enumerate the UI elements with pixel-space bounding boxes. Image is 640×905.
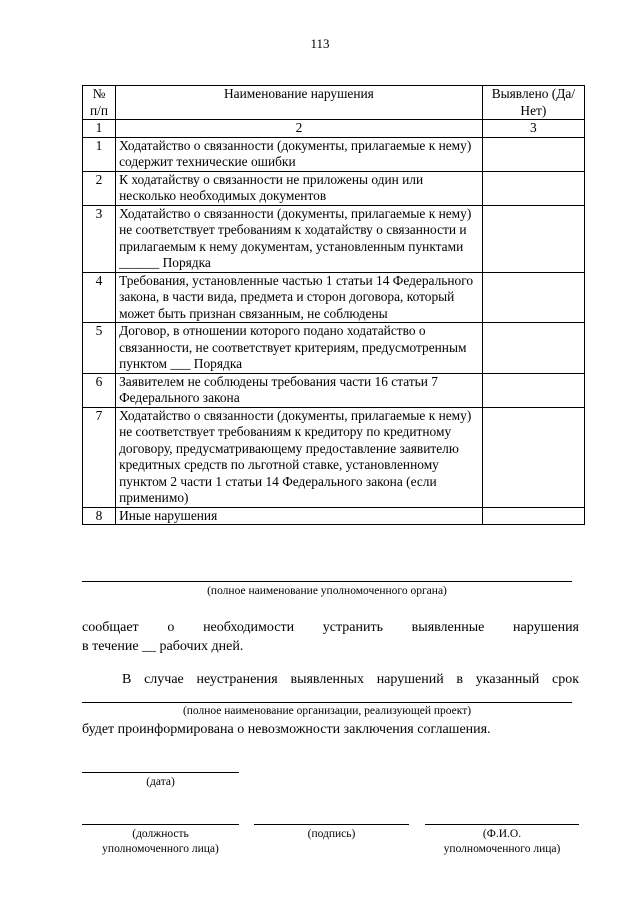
conclusion-text: будет проинформирована о невозможности заключения соглашения.	[82, 722, 491, 737]
table-row	[83, 272, 585, 323]
found-cell[interactable]	[482, 171, 584, 205]
table-row	[83, 323, 585, 374]
header-num: № п/п	[83, 86, 116, 120]
name-caption	[420, 827, 584, 857]
signature-line[interactable]	[254, 824, 409, 825]
authority-name-line[interactable]	[82, 581, 572, 582]
name-caption-line-1: (Ф.И.О.	[482, 828, 522, 840]
position-caption-line-2: уполномоченного лица)	[102, 843, 219, 855]
organization-name-line[interactable]	[82, 702, 572, 703]
violation-text: Ходатайство о связанности (документы, прилагаемые к нему) содержит технические ошибки	[116, 137, 483, 171]
name-caption-line-2: уполномоченного лица)	[443, 843, 561, 855]
violation-text: Требования, установленные частью 1 статьи 14 Федерального закона, в части вида, предмета и сторон договора, который может быть признан связанным, не соблюдены	[116, 272, 483, 323]
row-number: 5	[83, 323, 116, 374]
column-number: 2	[116, 120, 483, 138]
violation-text: К ходатайству о связанности не приложены один или несколько необходимых документов	[116, 171, 483, 205]
table-header-row	[83, 86, 585, 120]
table-row	[83, 171, 585, 205]
row-number: 3	[83, 205, 116, 272]
row-number: 7	[83, 407, 116, 507]
signature-caption: (подпись)	[307, 828, 356, 840]
found-cell[interactable]	[482, 373, 584, 407]
table-row	[83, 137, 585, 171]
found-cell[interactable]	[482, 272, 584, 323]
non-elimination-text: В случае неустранения выявленных нарушений в указанный срок	[122, 672, 579, 687]
position-line[interactable]	[82, 824, 239, 825]
header-found: Выявлено (Да/Нет)	[482, 86, 584, 120]
row-number: 2	[83, 171, 116, 205]
found-cell[interactable]	[482, 137, 584, 171]
authority-caption: (полное наименование уполномоченного органа)	[207, 585, 447, 597]
position-caption-line-1: (должность	[132, 828, 189, 840]
name-line[interactable]	[425, 824, 579, 825]
violations-table	[82, 85, 585, 525]
table-row	[83, 205, 585, 272]
violation-text: Ходатайство о связанности (документы, прилагаемые к нему) не соответствует требованиям к кредитору по кредитному договору, предусматривающему предоставление заявителю кредитных средств по льготной ставке, установленному пунктом 2 части 1 статьи 14 Федерального закона (если применимо)	[116, 407, 483, 507]
row-number: 6	[83, 373, 116, 407]
page-number: 113	[310, 36, 330, 51]
column-number: 3	[482, 120, 584, 138]
found-cell[interactable]	[482, 323, 584, 374]
row-number: 8	[83, 507, 116, 525]
column-numbers-row	[83, 120, 585, 138]
violation-text: Ходатайство о связанности (документы, прилагаемые к нему) не соответствует требованиям к ходатайству о связанности и прилагаемым к нему документам, установленным пунктами ______ Порядка	[116, 205, 483, 272]
violation-text: Иные нарушения	[116, 507, 483, 525]
row-number: 4	[83, 272, 116, 323]
found-cell[interactable]	[482, 205, 584, 272]
organization-caption: (полное наименование организации, реализующей проект)	[182, 705, 472, 717]
date-line[interactable]	[82, 772, 239, 773]
table-row	[83, 407, 585, 507]
violation-text: Заявителем не соблюдены требования части 16 статьи 7 Федерального закона	[116, 373, 483, 407]
row-number: 1	[83, 137, 116, 171]
column-number: 1	[83, 120, 116, 138]
table-row	[83, 507, 585, 525]
header-name: Наименование нарушения	[116, 86, 483, 120]
table-row	[83, 373, 585, 407]
position-caption	[82, 827, 239, 857]
date-caption: (дата)	[146, 776, 175, 788]
notice-line-1: сообщает о необходимости устранить выявленные нарушения	[82, 620, 579, 635]
found-cell[interactable]	[482, 507, 584, 525]
violation-text: Договор, в отношении которого подано ходатайство о связанности, не соответствует критериям, предусмотренным пунктом ___ Порядка	[116, 323, 483, 374]
notice-line-2: в течение __ рабочих дней.	[82, 639, 244, 654]
found-cell[interactable]	[482, 407, 584, 507]
